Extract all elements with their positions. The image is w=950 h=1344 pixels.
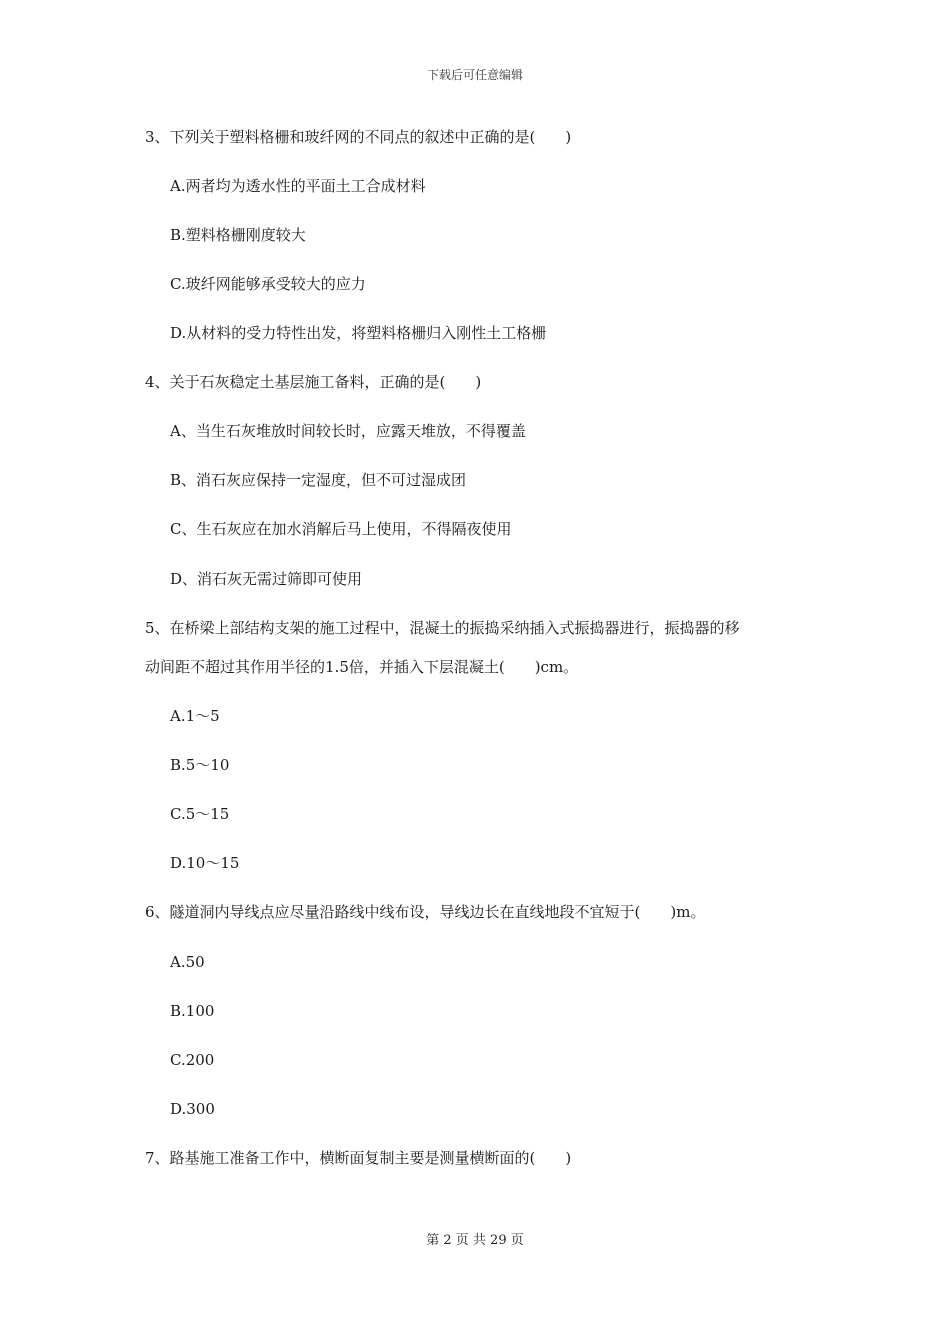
question-3-option-b: B.塑料格栅刚度较大	[170, 226, 306, 244]
question-4-stem: 4、关于石灰稳定土基层施工备料，正确的是( )	[145, 373, 482, 391]
question-3-stem: 3、下列关于塑料格栅和玻纤网的不同点的叙述中正确的是( )	[145, 128, 572, 146]
question-3-option-d: D.从材料的受力特性出发，将塑料格栅归入刚性土工格栅	[170, 324, 547, 342]
question-5-option-b: B.5～10	[170, 756, 230, 774]
question-5-option-d: D.10～15	[170, 854, 240, 872]
question-5-stem-line-1: 5、在桥梁上部结构支架的施工过程中，混凝土的振捣采纳插入式振捣器进行，振捣器的移	[145, 619, 740, 637]
question-7-stem: 7、路基施工准备工作中，横断面复制主要是测量横断面的( )	[145, 1149, 572, 1167]
question-3-option-a: A.两者均为透水性的平面土工合成材料	[170, 177, 426, 195]
question-5-stem-line-2: 动间距不超过其作用半径的1.5倍，并插入下层混凝土( )cm。	[145, 658, 579, 676]
question-4-option-c: C、生石灰应在加水消解后马上使用，不得隔夜使用	[170, 520, 512, 538]
question-4-option-b: B、消石灰应保持一定湿度，但不可过湿成团	[170, 471, 467, 489]
question-3-option-c: C.玻纤网能够承受较大的应力	[170, 275, 366, 293]
question-6-option-d: D.300	[170, 1100, 215, 1118]
question-6-option-c: C.200	[170, 1051, 215, 1069]
question-4-option-d: D、消石灰无需过筛即可使用	[170, 570, 363, 588]
page-footer: 第 2 页 共 29 页	[426, 1233, 524, 1248]
question-5-option-a: A.1～5	[170, 707, 220, 725]
question-6-stem: 6、隧道洞内导线点应尽量沿路线中线布设，导线边长在直线地段不宜短于( )m。	[145, 903, 706, 921]
question-4-option-a: A、当生石灰堆放时间较长时，应露天堆放，不得覆盖	[170, 422, 526, 440]
page-header: 下载后可任意编辑	[426, 68, 523, 82]
question-5-option-c: C.5～15	[170, 805, 230, 823]
question-6-option-a: A.50	[170, 953, 205, 971]
question-6-option-b: B.100	[170, 1002, 215, 1020]
